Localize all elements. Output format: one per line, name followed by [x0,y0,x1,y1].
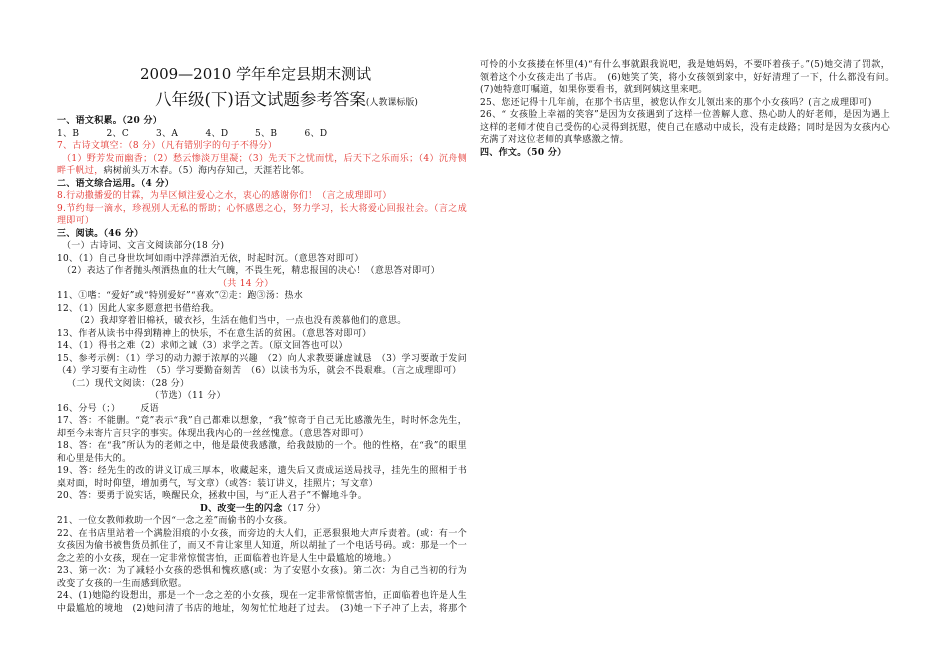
mc-answer: 4、D [205,128,229,139]
section-heading-reading: 三、阅读。（46 分） [57,228,144,239]
subtitle-text: 八年级(下)语文试题参考答案 [155,90,366,109]
q26-answer: 26、“ 女孩脸上幸福的笑容”是因为女孩遇到了这样一位善解人意、热心助人的好老师，是因为遇上这样的老师才使自己受伤的心灵得到抚慰，使自己在感动中成长，没有走歧路；同时是因为女孩内心充满了对这位老师的真挚感激之情。 [480,110,890,145]
mc-answer: 5、B [255,128,278,139]
q7-answer [57,153,467,178]
q23-answer: 23、第一次：为了减轻小女孩的恐惧和愧疚感(或：为了安慰小女孩)。第二次：为自己当初的行为改变了女孩的一生而感到欣慰。 [57,566,467,589]
mc-answer: 2、C [106,128,130,139]
mc-answer: 1、B [57,128,80,139]
subtotal-note: （共 14 分） [218,278,274,289]
q17-answer: 17、答：不能删。“竟”表示“我”自己都难以想象，“我”惊奇于自己无比感激先生，时时怀念先生，却至今未寄片言只字的事实。体现出我内心的一丝丝愧意。（意思答对即可） [57,416,467,439]
reading-part2-heading: （二）现代文阅读：（28 分） [67,378,190,389]
q14-answer: 14、（1）得书之难（2）求师之诚（3）求学之苦。（原文回答也可以） [57,341,348,351]
q7-answer-highlight: （1）野芳发而幽香；（2）愁云惨淡万里凝；（3）先天下之忧而忧，后天下之乐而乐；（4）沉舟侧畔千帆过， [57,153,467,176]
mc-answer: 3、A [156,128,179,139]
passage-d-heading [57,503,467,516]
q8-answer: 8.行动撒播爱的甘霖，为旱区倾注爱心之水，衷心的感谢你们！（言之成理即可） [57,191,392,201]
q18-answer: 18、答：在“我”所认为的老师之中，他是最使我感激，给我鼓励的一个。他的性格，在“我”的眼里和心里是伟大的。 [57,441,467,464]
q16-answer [57,403,467,416]
q16-answer-b: 反语 [140,403,159,414]
multiple-choice-answers [57,128,467,141]
q15-answer: 15、参考示例：（1）学习的动力源于浓厚的兴趣 （2）向人求教要谦虚诚恳 （3）学习要敢于发问 （4）学习要有主动性 （5）学习要勤奋刻苦 （6）以读书为乐，就会不畏艰难。（言之成理即可） [57,353,477,376]
q20-answer: 20、答：要勇于说实话，唤醒民众，拯救中国，与“正人君子”不懈地斗争。 [57,491,368,501]
q7-answer-rest: 病树前头万木春。（5）海内存知己，天涯若比邻。 [103,166,310,176]
edition-note: (人教课标版) [365,98,418,108]
q12-answer-2: （2）我却穿着旧棉袄，破衣衫，生活在他们当中，一点也没有羡慕他们的意思。 [75,316,407,326]
section-heading-accumulation: 一、语文积累。（20 分） [57,116,163,126]
passage-c-heading: （节选）（11 分） [150,391,226,401]
q22-answer: 22、在书店里站着一个满脸泪痕的小女孩，而旁边的大人们，正恶狠狠地大声斥责着。(或：有一个女孩因为偷书被售货员抓住了，而又不肯让家里人知道，所以胡扯了一个电话号码。或：那是一个一念之差的小女孩，现在一定非常惊慌害怕，正面临着也许是人生中最尴尬的境地。） [57,528,467,564]
document-subtitle [57,84,467,115]
q21-answer: 21、一位女教师救助一个因“一念之差”而偷书的小女孩。 [57,516,293,526]
q11-answer: 11、①嗜：“爱好”或“特别爱好”“喜欢”②走：跑③汤：热水 [57,291,304,301]
q13-answer: 13、作者从读书中得到精神上的快乐，不在意生活的贫困。（意思答对即可） [57,328,372,339]
q10-answer-1: 10、（1）自己身世坎坷如雨中浮萍漂泊无依，时起时沉。（意思答对即可） [57,253,364,264]
q12-answer-1: 12、（1）因此人家多愿意把书借给我。 [57,303,220,314]
mc-answer: 6、D [304,128,328,139]
q24-answer: 24、(1)她隐约设想出，那是一个一念之差的小女孩，现在一定非常惊慌害怕，正面临着也许是人生中最尴尬的境地 (2)她问清了书店的地址，匆匆忙忙地赶了过去。 (3)她一下子冲了上去，将那个可怜的小女孩搂在怀里(4)“有什么事就跟我说吧，我是她妈妈，不要吓着孩子。”(5)她交清了罚款，领着这个小女孩走出了书店。 (6)她笑了笑，将小女孩领到家中，好好清理了一下，什么都没有问。 (7)她特意叮嘱道，如果你要看书，就到阿姨这里来吧。 [57,60,900,614]
two-column-body [57,59,900,615]
passage-d-title: D、改变一生的闪念 [200,503,283,514]
q9-answer: 9.节约每一滴水，珍视别人无私的帮助；心怀感恩之心，努力学习，长大将爱心回报社会。（言之成理即可） [57,203,467,226]
reading-part1-heading: （一）古诗词、文言文阅读部分(18 分) [62,241,225,251]
q25-answer: 25、您还记得十几年前，在那个书店里，被您认作女儿领出来的那个小女孩吗？(言之成理即可) [480,97,872,108]
q10-answer-2: （2）表达了作者抛头颅洒热血的壮大气魄，不畏生死，精忠报国的决心！（意思答对即可） [62,266,441,276]
section-heading-application: 二、语文综合运用。（4 分） [57,178,175,189]
q19-answer: 19、答：经先生的改的讲义订成三厚本，收藏起来，遗失后又责成运送局找寻，挂先生的照相于书桌对面，时时仰望，增加勇气，写文章）（或答：装订讲义，挂照片；写文章） [57,466,467,489]
document-title: 2009—2010 学年牟定县期末测试 [140,65,372,83]
q7-label: 7、古诗文填空：（8 分）（凡有错别字的句子不得分） [57,141,278,151]
passage-d-score: （17 分） [282,503,326,514]
section-heading-composition: 四、作文。（50 分） [480,147,567,158]
q16-answer-a: 16、分号（；） [57,403,121,414]
